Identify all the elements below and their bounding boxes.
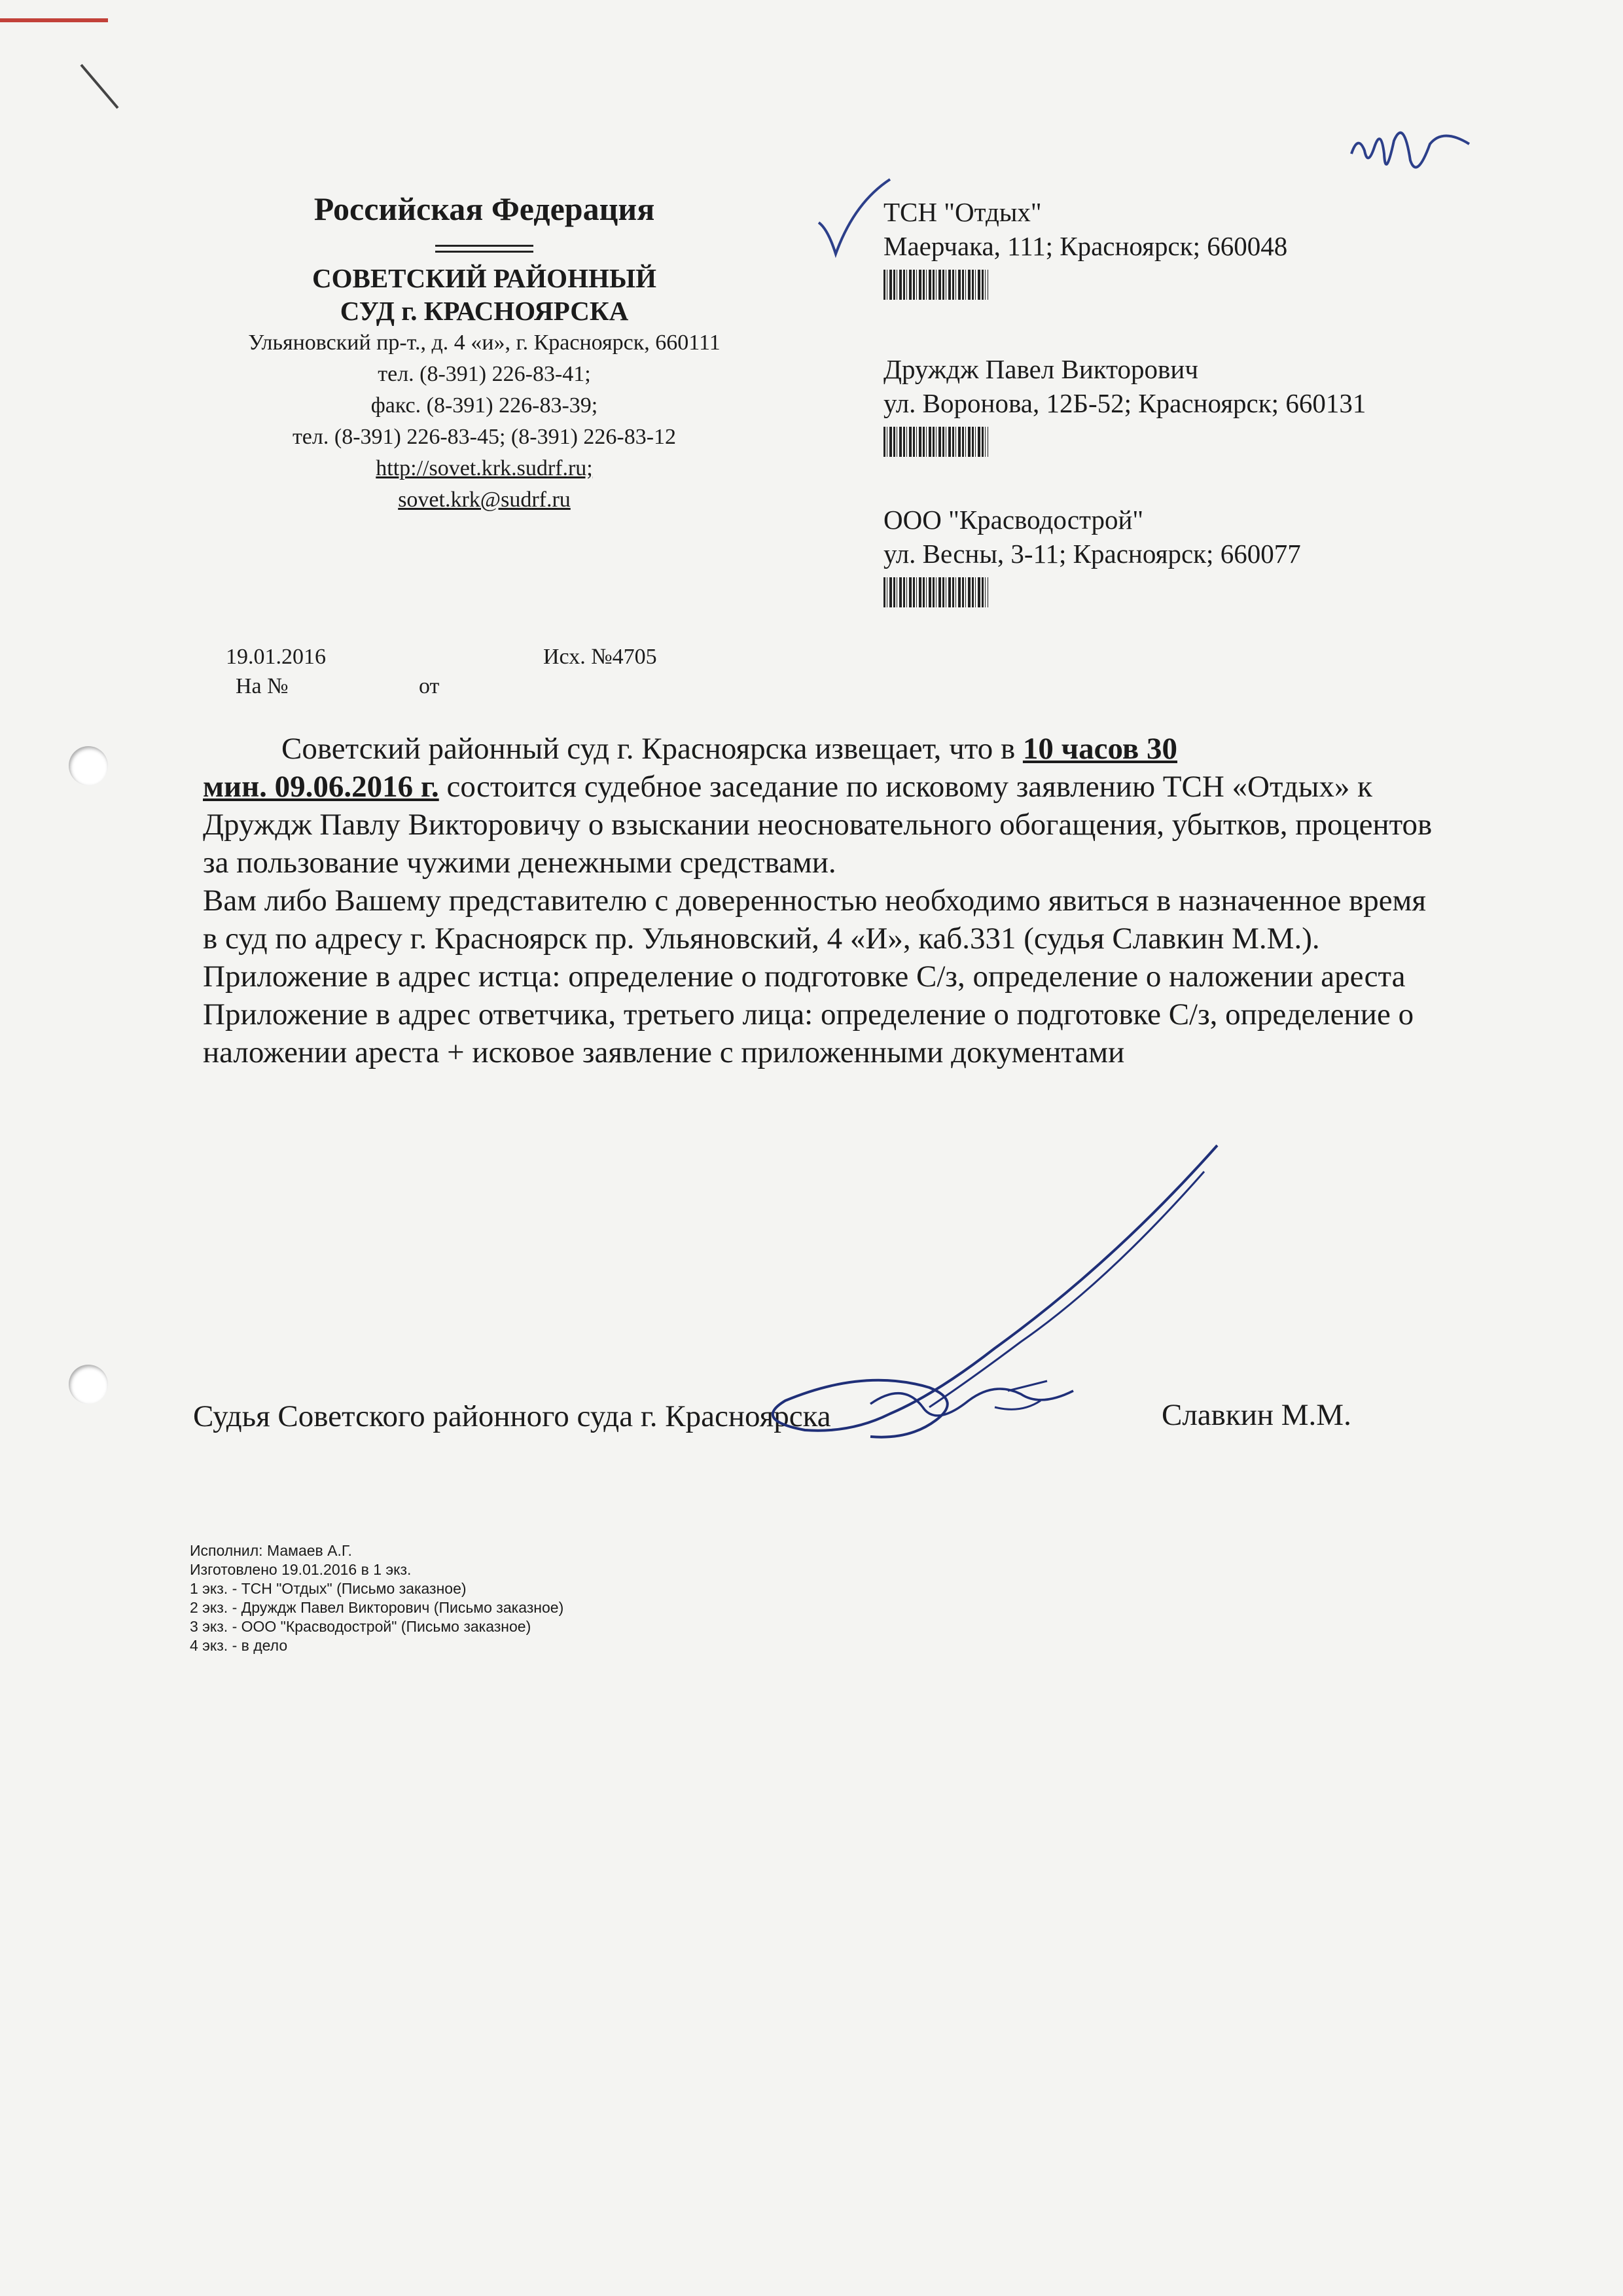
notice-body bbox=[203, 730, 1440, 1071]
recipient-2-name: Друждж Павел Викторович bbox=[883, 354, 1198, 384]
court-email-link[interactable]: sovet.krk@sudrf.ru bbox=[398, 488, 571, 512]
judge-name: Славкин М.М. bbox=[1162, 1398, 1351, 1432]
judge-signature bbox=[654, 1132, 1243, 1499]
recipient-3-name: ООО "Красводострой" bbox=[883, 505, 1144, 535]
recipient-1-name: ТСН "Отдых" bbox=[883, 197, 1042, 227]
hearing-time-part1: 10 часов 30 bbox=[1022, 732, 1178, 766]
executor-notes bbox=[190, 1541, 563, 1655]
court-header bbox=[196, 190, 772, 516]
summons-text: Вам либо Вашему представителю с доверенностью необходимо явиться в назначенное время в суд по адресу г. Красноярск пр. Ульяновский, 4 «И», каб.331 (судья Славкин М.М.). bbox=[203, 884, 1427, 956]
ref-date-label: от bbox=[419, 674, 440, 698]
court-phone2: тел. (8-391) 226-83-45; (8-391) 226-83-12 bbox=[292, 425, 677, 449]
made-line: Изготовлено 19.01.2016 в 1 экз. bbox=[190, 1561, 412, 1578]
court-website-link[interactable]: http://sovet.krk.sudrf.ru; bbox=[376, 456, 593, 480]
recipient-3-address: ул. Весны, 3-11; Красноярск; 660077 bbox=[883, 539, 1301, 569]
punch-hole bbox=[69, 746, 108, 785]
court-name-line1: СОВЕТСКИЙ РАЙОННЫЙ bbox=[312, 263, 657, 293]
copy-line-1: 1 экз. - ТСН "Отдых" (Письмо заказное) bbox=[190, 1580, 467, 1597]
notice-intro: Советский районный суд г. Красноярска извещает, что в bbox=[281, 732, 1023, 766]
barcode-2 bbox=[883, 427, 988, 457]
checkmark-icon bbox=[815, 177, 893, 262]
recipient-block bbox=[883, 352, 1366, 457]
copy-line-3: 3 экз. - ООО "Красводострой" (Письмо заказное) bbox=[190, 1618, 531, 1635]
judge-position: Судья Советского районного суда г. Красноярска bbox=[193, 1399, 831, 1433]
copy-line-2: 2 экз. - Друждж Павел Викторович (Письмо заказное) bbox=[190, 1599, 564, 1616]
court-fax: факс. (8-391) 226-83-39; bbox=[370, 393, 598, 418]
executor-line: Исполнил: Мамаев А.Г. bbox=[190, 1542, 352, 1559]
recipient-block bbox=[883, 503, 1301, 607]
court-name-line2: СУД г. КРАСНОЯРСКА bbox=[340, 296, 629, 326]
punch-hole bbox=[69, 1365, 108, 1404]
pen-stroke-top-left bbox=[79, 62, 124, 115]
header-divider-2 bbox=[435, 251, 533, 253]
country-title: Российская Федерация bbox=[313, 190, 655, 227]
handwritten-initials bbox=[1345, 115, 1476, 200]
hearing-description: состоится судебное заседание по исковому заявлению ТСН «Отдых» к Друждж Павлу Викторовичу о взыскании неосновательного обогащения, убытков, процентов за пользование чужими денежными средствами. bbox=[203, 770, 1433, 880]
ref-number-label: На № bbox=[236, 674, 289, 698]
header-divider bbox=[435, 245, 533, 247]
court-address: Ульяновский пр-т., д. 4 «и», г. Красноярск, 660111 bbox=[248, 331, 721, 355]
recipient-1-address: Маерчака, 111; Красноярск; 660048 bbox=[883, 231, 1288, 261]
recipient-block bbox=[883, 195, 1287, 300]
attachment-defendant: Приложение в адрес ответчика, третьего лица: определение о подготовке С/з, определение о наложении ареста + исковое заявление с приложенными документами bbox=[203, 997, 1414, 1069]
recipient-2-address: ул. Воронова, 12Б-52; Красноярск; 660131 bbox=[883, 388, 1366, 418]
copy-line-4: 4 экз. - в дело bbox=[190, 1637, 288, 1654]
court-phone1: тел. (8-391) 226-83-41; bbox=[378, 362, 591, 386]
outgoing-number: Исх. №4705 bbox=[543, 645, 657, 669]
hearing-time-part2: мин. 09.06.2016 г. bbox=[203, 770, 439, 804]
attachment-plaintiff: Приложение в адрес истца: определение о подготовке С/з, определение о наложении ареста bbox=[203, 960, 1406, 994]
red-mark bbox=[0, 18, 108, 22]
barcode-1 bbox=[883, 270, 988, 300]
barcode-3 bbox=[883, 577, 988, 607]
doc-date: 19.01.2016 bbox=[226, 645, 326, 669]
